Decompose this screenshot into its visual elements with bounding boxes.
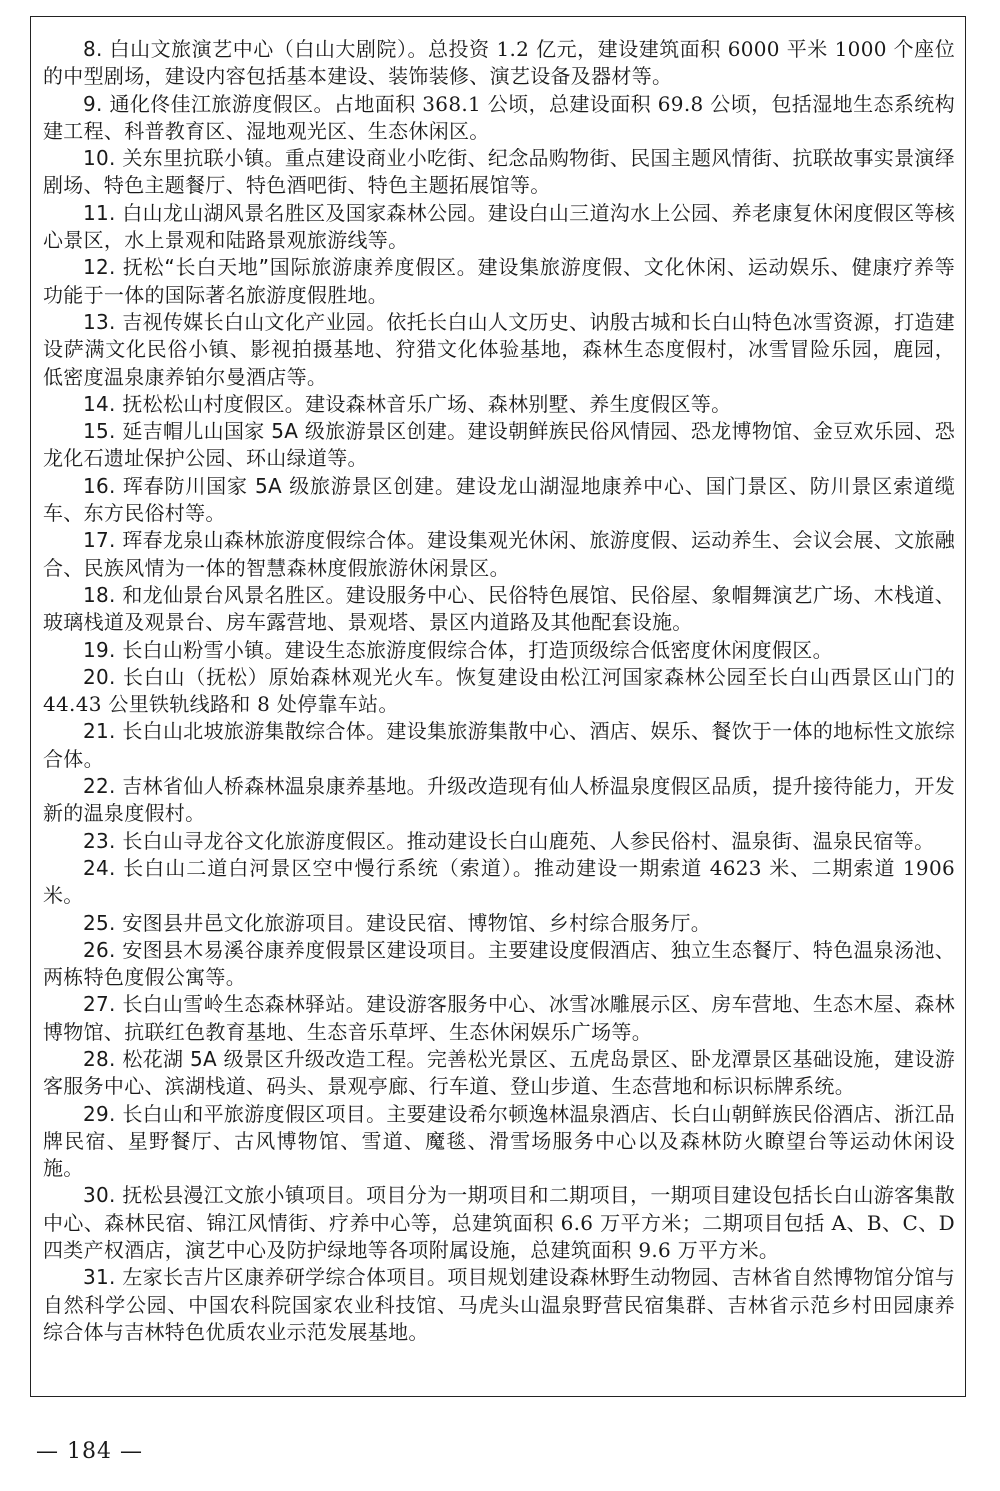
- project-title: 27. 长白山雪岭生态森林驿站。: [83, 992, 367, 1017]
- project-description: 主要建设度假酒店、独立生态餐厅、特色温泉汤池、两栋特色度假公寓等。: [43, 937, 955, 990]
- project-item: [43, 200, 955, 255]
- project-description: 占地面积 368.1 公顷，总建设面积 69.8 公顷，包括湿地生态系统构建工程、科普教育区、湿地观光区、生态休闲区。: [43, 91, 955, 143]
- project-item: [43, 664, 955, 719]
- project-description: 建设白山三道沟水上公园、养老康复休闲度假区等核心景区，水上景观和陆路景观旅游线等。: [43, 200, 955, 253]
- project-item: [43, 36, 955, 91]
- page-number: — 184 —: [36, 1439, 143, 1464]
- project-title: 20. 长白山（抚松）原始森林观光火车。: [83, 664, 456, 689]
- project-title: 14. 抚松松山村度假区。: [83, 391, 306, 416]
- project-item: [43, 309, 955, 391]
- project-title: 28. 松花湖 5A 级景区升级改造工程。: [83, 1046, 427, 1071]
- project-title: 24. 长白山二道白河景区空中慢行系统（索道）。: [83, 855, 534, 880]
- project-title: 16. 珲春防川国家 5A 级旅游景区创建。: [83, 473, 456, 498]
- project-description: 建设集旅游度假、文化休闲、运动娱乐、健康疗养等功能于一体的国际著名旅游度假胜地。: [43, 255, 955, 307]
- project-title: 22. 吉林省仙人桥森林温泉康养基地。: [83, 774, 427, 799]
- project-title: 13. 吉视传媒长白山文化产业园。: [83, 309, 387, 334]
- project-title: 23. 长白山寻龙谷文化旅游度假区。: [83, 828, 407, 853]
- project-description: 项目分为一期项目和二期项目，一期项目建设包括长白山游客集散中心、森林民宿、锦江风情街、疗养中心等，总建筑面积 6.6 万平方米；二期项目包括 A、B、C、D 四类产权酒店，演艺中心及防护绿地等各项附属设施，总建筑面积 9.6 万平方米。: [43, 1183, 956, 1263]
- project-item: [43, 1264, 955, 1346]
- project-description: 建设森林音乐广场、森林别墅、养生度假区等。: [305, 391, 732, 416]
- project-description: 总投资 1.2 亿元，建设建筑面积 6000 平米 1000 个座位的中型剧场，建设内容包括基本建设、装饰装修、演艺设备及器材等。: [43, 37, 956, 89]
- project-description: 依托长白山人文历史、讷殷古城和长白山特色冰雪资源，打造建设萨满文化民俗小镇、影视拍摄基地、狩猎文化体验基地，森林生态度假村，冰雪冒险乐园，鹿园，低密度温泉康养铂尔曼酒店等。: [43, 309, 956, 389]
- project-item: [43, 254, 955, 309]
- project-description: 建设生态旅游度假综合体，打造顶级综合低密度休闲度假区。: [284, 637, 833, 662]
- project-description: 建设朝鲜族民俗风情园、恐龙博物馆、金豆欢乐园、恐龙化石遗址保护公园、环山绿道等。: [43, 419, 955, 471]
- project-description: 建设集旅游集散中心、酒店、娱乐、餐饮于一体的地标性文旅综合体。: [43, 719, 956, 771]
- project-description: 建设游客服务中心、冰雪冰雕展示区、房车营地、生态木屋、森林博物馆、抗联红色教育基地、生态音乐草坪、生态休闲娱乐广场等。: [43, 992, 956, 1044]
- project-item: [43, 391, 955, 418]
- project-item: [43, 828, 955, 855]
- content-frame: [30, 16, 966, 1397]
- project-description: 重点建设商业小吃街、纪念品购物街、民国主题风情街、抗联故事实景演绎剧场、特色主题餐厅、特色酒吧街、特色主题拓展馆等。: [43, 146, 955, 198]
- project-item: [43, 91, 955, 146]
- project-description: 推动建设长白山鹿苑、人参民俗村、温泉街、温泉民宿等。: [406, 828, 935, 853]
- project-item: [43, 418, 955, 473]
- project-description: 建设集观光休闲、旅游度假、运动养生、会议会展、文旅融合、民族风情为一体的智慧森林度假旅游休闲景区。: [43, 528, 955, 580]
- project-item: [43, 473, 955, 528]
- project-title: 18. 和龙仙景台风景名胜区。: [83, 582, 346, 607]
- project-title: 25. 安图县井邑文化旅游项目。: [83, 910, 366, 935]
- project-title: 9. 通化佟佳江旅游度假区。: [83, 91, 334, 116]
- project-description: 项目规划建设森林野生动物园、吉林省自然博物馆分馆与自然科学公园、中国农科院国家农业科技馆、马虎头山温泉野营民宿集群、吉林省示范乡村田园康养综合体与吉林特色优质农业示范发展基地。: [43, 1265, 956, 1344]
- project-title: 17. 珲春龙泉山森林旅游度假综合体。: [83, 528, 427, 553]
- project-title: 19. 长白山粉雪小镇。: [83, 637, 285, 662]
- project-title: 8. 白山文旅演艺中心（白山大剧院）。: [83, 37, 429, 61]
- project-item: [43, 1046, 955, 1101]
- project-description: 升级改造现有仙人桥温泉度假区品质，提升接待能力，开发新的温泉度假村。: [43, 774, 955, 826]
- project-item: [43, 637, 955, 664]
- project-description: 建设龙山湖湿地康养中心、国门景区、防川景区索道缆车、东方民俗村等。: [43, 473, 956, 526]
- project-description: 完善松光景区、五虎岛景区、卧龙潭景区基础设施，建设游客服务中心、滨湖栈道、码头、景观亭廊、行车道、登山步道、生态营地和标识标牌系统。: [43, 1046, 955, 1099]
- project-description: 建设服务中心、民俗特色展馆、民俗屋、象帽舞演艺广场、木栈道、玻璃栈道及观景台、房车露营地、景观塔、景区内道路及其他配套设施。: [43, 582, 955, 635]
- project-title: 31. 左家长吉片区康养研学综合体项目。: [83, 1265, 448, 1290]
- project-item: [43, 1101, 955, 1183]
- project-title: 15. 延吉帽儿山国家 5A 级旅游景区创建。: [83, 419, 468, 444]
- project-item: [43, 991, 955, 1046]
- project-item: [43, 1182, 955, 1264]
- project-title: 12. 抚松“长白天地”国际旅游康养度假区。: [83, 255, 478, 280]
- project-description: 恢复建设由松江河国家森林公园至长白山西景区山门的 44.43 公里铁轨线路和 8 处停靠车站。: [43, 664, 955, 717]
- project-item: [43, 937, 955, 992]
- project-item: [43, 910, 955, 937]
- project-item: [43, 855, 955, 910]
- project-list: [43, 36, 955, 1346]
- project-title: 11. 白山龙山湖风景名胜区及国家森林公园。: [83, 200, 488, 225]
- project-description: 推动建设一期索道 4623 米、二期索道 1906 米。: [43, 855, 955, 908]
- project-title: 26. 安图县木易溪谷康养度假景区建设项目。: [83, 937, 488, 962]
- project-item: [43, 718, 955, 773]
- project-description: 建设民宿、博物馆、乡村综合服务厅。: [365, 910, 712, 935]
- project-item: [43, 145, 955, 200]
- project-item: [43, 527, 955, 582]
- project-title: 29. 长白山和平旅游度假区项目。: [83, 1101, 387, 1126]
- project-title: 21. 长白山北坡旅游集散综合体。: [83, 719, 387, 744]
- project-title: 10. 关东里抗联小镇。: [83, 146, 285, 171]
- project-item: [43, 773, 955, 828]
- project-title: 30. 抚松县漫江文旅小镇项目。: [83, 1183, 367, 1208]
- project-description: 主要建设希尔顿逸林温泉酒店、长白山朝鲜族民俗酒店、浙江品牌民宿、星野餐厅、古风博物馆、雪道、魔毯、滑雪场服务中心以及森林防火瞭望台等运动休闲设施。: [43, 1101, 956, 1181]
- project-item: [43, 582, 955, 637]
